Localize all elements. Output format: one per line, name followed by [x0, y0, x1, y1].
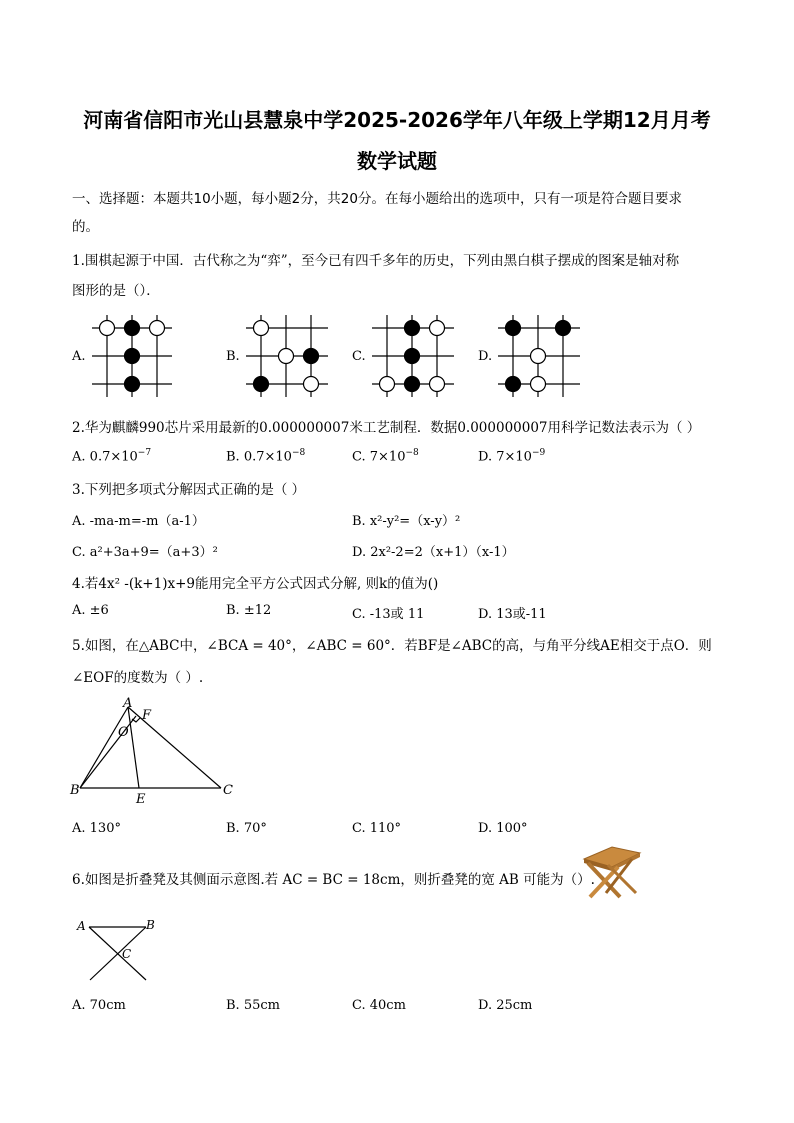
q3-stem: 3.下列把多项式分解因式正确的是（ ）	[72, 482, 306, 498]
q6-option-d: D. 25cm	[478, 998, 533, 1013]
q5-label-e: E	[136, 792, 146, 807]
q5-label-c: C	[223, 783, 233, 798]
q5-triangle-figure	[66, 697, 306, 807]
q5-segment-ab	[80, 707, 128, 788]
q3-option-c: C. a²+3a+9=（a+3）²	[72, 545, 218, 560]
q1-option-a-label: A.	[72, 349, 86, 364]
q2-option-a: A. $0.7\times 10^{-7}$	[72, 448, 152, 465]
q3-option-a: A. -ma-m=-m（a-1）	[72, 514, 205, 529]
q6-option-a: A. 70cm	[72, 998, 126, 1013]
q5-option-b: B. 70°	[226, 821, 267, 836]
q5-label-f: F	[142, 708, 152, 723]
q4-option-c: C. -13或 11	[352, 607, 425, 622]
q2-option-d: D. $7\times 10^{-9}$	[478, 448, 546, 465]
exam-title-line1: 河南省信阳市光山县慧泉中学2025-2026学年八年级上学期12月月考	[83, 108, 711, 132]
q4-option-a: A. ±6	[72, 603, 109, 618]
q5-label-b: B	[70, 783, 80, 798]
q2-option-b: B. $0.7\times 10^{-8}$	[226, 448, 306, 465]
q1-option-b-label: B.	[226, 349, 240, 364]
q4-stem: 4.若4x² -(k+1)x+9能用完全平方公式因式分解, 则k的值为()	[72, 576, 439, 592]
q3-option-d: D. 2x²-2=2（x+1）（x-1）	[352, 545, 515, 560]
q1-stem-line1: 1.围棋起源于中国．古代称之为“弈”，至今已有四千多年的历史，下列由黑白棋子摆成的图案是轴对称	[72, 253, 680, 269]
q5-option-d: D. 100°	[478, 821, 528, 836]
q1-go-figures	[0, 313, 794, 403]
q5-stem-line2: ∠EOF的度数为（ ）.	[72, 670, 204, 686]
q5-right-angle-mark	[132, 718, 140, 722]
q1-option-d-label: D.	[478, 349, 493, 364]
q5-label-o: O	[118, 725, 129, 740]
q6-stem: 6.如图是折叠凳及其侧面示意图.若 AC = BC = 18cm，则折叠凳的宽 AB 可能为（）.	[72, 872, 595, 888]
q2-option-c: C. $7\times 10^{-8}$	[352, 448, 419, 465]
q4-option-b: B. ±12	[226, 603, 272, 618]
q4-option-d: D. 13或-11	[478, 607, 547, 622]
q5-label-a: A	[123, 697, 133, 711]
q6-label-b: B	[146, 918, 155, 932]
section-instructions-line2: 的。	[72, 219, 99, 235]
q6-option-c: C. 40cm	[352, 998, 406, 1013]
q1-figure-c	[372, 315, 454, 397]
exam-title-line2: 数学试题	[357, 149, 437, 173]
q5-option-a: A. 130°	[72, 821, 121, 836]
q1-figure-d	[498, 315, 580, 397]
q5-stem-line1: 5.如图，在△ABC中，∠BCA = 40°，∠ABC = 60°．若BF是∠ABC的高，与角平分线AE相交于点O．则	[72, 638, 712, 654]
stool-photo	[578, 845, 644, 899]
q5-option-c: C. 110°	[352, 821, 402, 836]
q1-stem-line2: 图形的是（）．	[72, 283, 160, 299]
q2-stem: 2.华为麒麟990芯片采用最新的0.000000007米工艺制程．数据0.000000007用科学记数法表示为（ ）	[72, 420, 701, 436]
q6-stool-diagram	[74, 915, 164, 985]
section-instructions-line1: 一、选择题：本题共10小题，每小题2分，共20分。在每小题给出的选项中，只有一项是符合题目要求	[72, 191, 682, 207]
q6-label-c: C	[122, 947, 132, 961]
q1-figure-b	[246, 315, 328, 397]
q1-figure-a	[92, 315, 172, 397]
q6-label-a: A	[77, 919, 86, 933]
q6-option-b: B. 55cm	[226, 998, 280, 1013]
q3-option-b: B. x²-y²=（x-y）²	[352, 514, 461, 529]
q1-option-c-label: C.	[352, 349, 366, 364]
